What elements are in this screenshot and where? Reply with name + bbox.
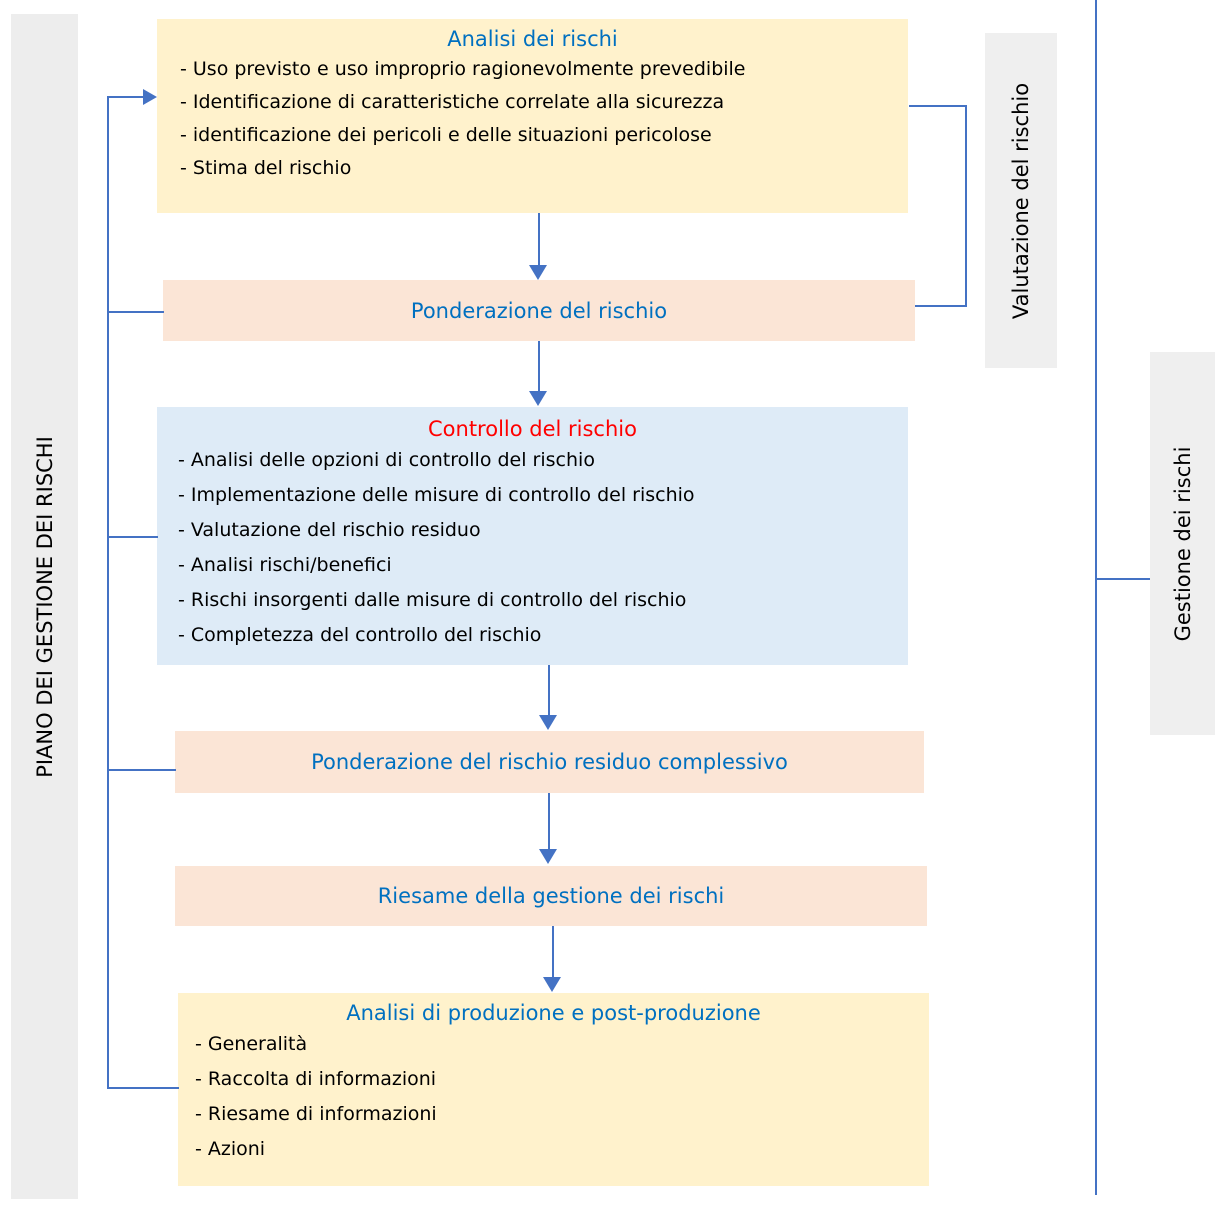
production-analysis-items — [178, 1027, 929, 1167]
production-analysis-item: - Azioni — [195, 1138, 266, 1160]
assessment-bracket-vertical-line — [965, 105, 967, 307]
risk-control-item: - Valutazione del rischio residuo — [178, 519, 481, 541]
production-analysis-item: - Raccolta di informazioni — [195, 1068, 437, 1090]
production-analysis-title: Analisi di produzione e post-produzione — [346, 1001, 761, 1025]
risk-evaluation-title: Ponderazione del rischio — [410, 298, 668, 323]
risk-control-item: - Rischi insorgenti dalle misure di controllo del rischio — [178, 589, 687, 611]
box-risk-analysis — [157, 19, 908, 213]
arrow-down-icon — [539, 849, 557, 864]
box-risk-control — [157, 407, 908, 665]
arrow-down-icon — [539, 715, 557, 730]
assessment-bracket-top-line — [909, 105, 967, 107]
risk-management-review-title: Riesame della gestione dei rischi — [377, 884, 725, 908]
arrow-down-icon — [529, 265, 547, 280]
box-risk-management-review — [175, 866, 927, 926]
feedback-branch-to-production — [107, 1087, 179, 1089]
production-analysis-item: - Riesame di informazioni — [195, 1103, 437, 1125]
risk-analysis-title: Analisi dei rischi — [447, 27, 618, 51]
plan-sidebar-label-text: PIANO DEI GESTIONE DEI RISCHI — [32, 435, 57, 778]
feedback-branch-to-residual — [107, 769, 176, 771]
risk-analysis-item: - Stima del rischio — [180, 157, 352, 179]
box-production-analysis — [178, 993, 929, 1186]
risk-management-group-label-text: Gestione dei rischi — [1170, 446, 1195, 641]
plan-sidebar-label — [11, 14, 78, 1199]
connector-d-to-e-line — [548, 793, 550, 850]
risk-management-group-label — [1150, 352, 1215, 735]
feedback-branch-to-control — [107, 536, 158, 538]
connector-e-to-f-line — [552, 926, 554, 978]
connector-a-to-b-line — [538, 213, 540, 266]
connector-b-to-c-line — [538, 341, 540, 392]
box-overall-residual-risk — [175, 731, 924, 793]
risk-control-item: - Analisi delle opzioni di controllo del rischio — [178, 449, 595, 471]
risk-analysis-items — [157, 53, 908, 185]
risk-analysis-item: - Uso previsto e uso improprio ragionevolmente prevedibile — [180, 58, 746, 80]
arrow-right-icon — [143, 89, 157, 105]
feedback-loop-vertical-line — [107, 97, 109, 1088]
production-analysis-item: - Generalità — [195, 1033, 308, 1055]
risk-assessment-group-label-text: Valutazione del rischio — [1009, 82, 1033, 319]
risk-control-item: - Analisi rischi/benefici — [178, 554, 392, 576]
risk-assessment-group-label — [985, 33, 1057, 368]
management-scope-stub-line — [1096, 578, 1150, 580]
arrow-down-icon — [543, 977, 561, 992]
feedback-branch-to-analysis — [107, 96, 144, 98]
risk-control-item: - Implementazione delle misure di controllo del rischio — [178, 484, 695, 506]
risk-analysis-item: - identificazione dei pericoli e delle situazioni pericolose — [180, 124, 712, 146]
feedback-branch-to-evaluation — [107, 311, 164, 313]
arrow-down-icon — [529, 391, 547, 406]
management-scope-vertical-line — [1095, 0, 1097, 1195]
connector-c-to-d-line — [548, 665, 550, 716]
risk-control-items — [157, 443, 908, 653]
box-risk-evaluation — [163, 280, 915, 341]
risk-control-title: Controllo del rischio — [428, 417, 637, 441]
risk-control-item: - Completezza del controllo del rischio — [178, 624, 542, 646]
risk-analysis-item: - Identificazione di caratteristiche correlate alla sicurezza — [180, 91, 725, 113]
overall-residual-risk-title: Ponderazione del rischio residuo complessivo — [311, 750, 788, 774]
assessment-bracket-bottom-line — [915, 305, 967, 307]
